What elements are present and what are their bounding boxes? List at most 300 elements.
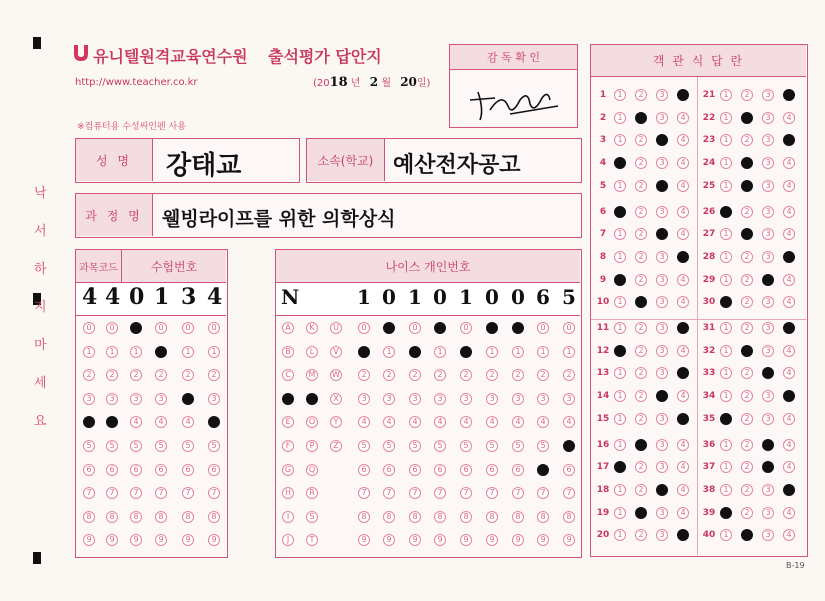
bubble: 4	[358, 416, 370, 428]
bubble: 8	[460, 511, 472, 523]
bubble: 1	[208, 346, 220, 358]
bubble: 2	[512, 369, 524, 381]
answer-bubble: 2	[635, 180, 647, 192]
answer-bubble: 2	[741, 206, 753, 218]
answer-bubble: 2	[635, 274, 647, 286]
bubble: 5	[460, 440, 472, 452]
date-month: 2	[369, 75, 379, 89]
answer-bubble: 1	[614, 529, 626, 541]
exam-digit: 4	[105, 284, 121, 310]
bubble: 8	[537, 511, 549, 523]
bubble: E	[282, 416, 294, 428]
answer-bubble: 1	[614, 228, 626, 240]
answer-bubble: 3	[656, 461, 668, 473]
bubble: 9	[460, 534, 472, 546]
bubble: 0	[106, 322, 118, 334]
course-field	[75, 193, 582, 238]
bubble: M	[306, 369, 318, 381]
bubble: L	[306, 346, 318, 358]
answer-bubble: 3	[762, 529, 774, 541]
supervisor-signature	[450, 70, 577, 127]
bubble: 2	[383, 369, 395, 381]
bubble: 3	[512, 393, 524, 405]
exam-number-label: 수험번호	[150, 260, 198, 274]
answer-bubble: 4	[677, 529, 689, 541]
answer-bubble: 4	[783, 274, 795, 286]
sheet-title: 출석평가 답안지	[268, 47, 382, 66]
name-value: 강태교	[166, 151, 242, 181]
bubble: 1	[155, 346, 167, 358]
question-number: 34	[702, 391, 716, 402]
neis-char: N	[281, 285, 300, 309]
answer-bubble: 2	[635, 529, 647, 541]
answer-bubble: 1	[614, 112, 626, 124]
question-number: 23	[702, 135, 716, 146]
bubble: 8	[155, 511, 167, 523]
bubble: 7	[182, 487, 194, 499]
answer-bubble: 3	[762, 345, 774, 357]
question-number: 39	[702, 507, 716, 518]
question-number: 14	[596, 391, 610, 402]
answer-bubble: 4	[677, 322, 689, 334]
date-year-label: 년	[350, 78, 361, 89]
date-day: 20	[400, 75, 417, 89]
bubble: 2	[182, 369, 194, 381]
answer-bubble: 3	[656, 251, 668, 263]
answer-bubble: 1	[614, 507, 626, 519]
question-number: 33	[702, 368, 716, 379]
bubble: 4	[106, 416, 118, 428]
answer-bubble: 2	[635, 228, 647, 240]
bubble: 3	[208, 393, 220, 405]
exam-number-writein	[76, 283, 226, 316]
bubble: 4	[383, 416, 395, 428]
bubble: 4	[563, 416, 575, 428]
bubble: 9	[512, 534, 524, 546]
answer-bubble: 4	[783, 206, 795, 218]
bubble: 0	[130, 322, 142, 334]
answer-bubble: 2	[635, 206, 647, 218]
answer-bubble: 2	[741, 112, 753, 124]
bubble: 5	[409, 440, 421, 452]
bubble: J	[282, 534, 294, 546]
answer-bubble: 2	[635, 484, 647, 496]
bubble: 0	[434, 322, 446, 334]
bubble: 4	[486, 416, 498, 428]
bubble: 8	[383, 511, 395, 523]
bubble: 0	[155, 322, 167, 334]
question-number: 8	[599, 251, 607, 262]
bubble: 6	[83, 464, 95, 476]
answer-bubble: 3	[762, 89, 774, 101]
affiliation-value: 예산전자공고	[393, 152, 521, 178]
bubble: 5	[155, 440, 167, 452]
bubble: 0	[460, 322, 472, 334]
bubble: 2	[486, 369, 498, 381]
bubble: 1	[409, 346, 421, 358]
url-text: http://www.teacher.co.kr	[75, 77, 198, 88]
answer-bubble: 1	[614, 134, 626, 146]
answer-bubble: 1	[720, 484, 732, 496]
answer-bubble: 2	[635, 322, 647, 334]
answer-bubble: 4	[677, 89, 689, 101]
bubble: 5	[358, 440, 370, 452]
answer-bubble: 1	[614, 206, 626, 218]
bubble: 0	[512, 322, 524, 334]
question-number: 2	[599, 112, 607, 123]
answer-bubble: 1	[614, 439, 626, 451]
bubble: 2	[155, 369, 167, 381]
answer-bubble: 2	[741, 507, 753, 519]
answer-bubble: 3	[656, 228, 668, 240]
exam-digit: 3	[181, 284, 197, 310]
bubble: 7	[537, 487, 549, 499]
answer-bubble: 2	[741, 251, 753, 263]
bubble: 6	[130, 464, 142, 476]
bubble: 4	[537, 416, 549, 428]
bubble: 4	[130, 416, 142, 428]
answer-bubble: 4	[677, 228, 689, 240]
bubble: 1	[486, 346, 498, 358]
bubble: 0	[537, 322, 549, 334]
question-number: 36	[702, 439, 716, 450]
question-number: 24	[702, 158, 716, 169]
answer-bubble: 1	[720, 345, 732, 357]
date-year: 18	[329, 75, 348, 90]
answer-bubble: 2	[741, 390, 753, 402]
answer-bubble: 1	[720, 251, 732, 263]
answer-bubble: 4	[783, 157, 795, 169]
bubble: 9	[434, 534, 446, 546]
answer-bubble: 2	[741, 529, 753, 541]
neis-writein	[276, 283, 580, 316]
answer-bubble: 4	[783, 180, 795, 192]
bubble: 2	[409, 369, 421, 381]
bubble: 8	[130, 511, 142, 523]
answer-bubble: 3	[762, 134, 774, 146]
course-code-label: 과목코드	[76, 250, 122, 283]
answer-bubble: 3	[762, 439, 774, 451]
question-number: 7	[599, 229, 607, 240]
answer-bubble: 4	[783, 529, 795, 541]
answer-bubble: 4	[677, 296, 689, 308]
bubble: 6	[537, 464, 549, 476]
date-line	[313, 74, 430, 90]
bubble: 7	[130, 487, 142, 499]
answer-bubble: 3	[656, 507, 668, 519]
bubble: 0	[182, 322, 194, 334]
bubble: 0	[409, 322, 421, 334]
question-number: 16	[596, 439, 610, 450]
logo-text: 유니텔원격교육연수원	[93, 47, 248, 66]
bubble: 2	[130, 369, 142, 381]
bubble: 0	[563, 322, 575, 334]
bubble: 1	[182, 346, 194, 358]
answer-bubble: 1	[720, 439, 732, 451]
bubble: 1	[106, 346, 118, 358]
bubble: 6	[106, 464, 118, 476]
timing-mark	[33, 37, 41, 49]
question-number: 27	[702, 229, 716, 240]
question-number: 18	[596, 484, 610, 495]
answer-bubble: 1	[614, 461, 626, 473]
answer-bubble: 2	[741, 228, 753, 240]
bubble: F	[282, 440, 294, 452]
bubble: 6	[208, 464, 220, 476]
question-number: 19	[596, 507, 610, 518]
question-number: 31	[702, 323, 716, 333]
bubble: 4	[434, 416, 446, 428]
bubble: 5	[83, 440, 95, 452]
bubble: 7	[486, 487, 498, 499]
bubble: 1	[358, 346, 370, 358]
bubble: A	[282, 322, 294, 334]
answer-bubble: 2	[741, 461, 753, 473]
question-number: 5	[599, 180, 607, 191]
bubble: P	[306, 440, 318, 452]
form-code: B-19	[786, 561, 805, 570]
bubble: 6	[563, 464, 575, 476]
question-number: 26	[702, 206, 716, 217]
answer-bubble: 4	[783, 228, 795, 240]
answer-bubble: 3	[656, 322, 668, 334]
bubble: 2	[460, 369, 472, 381]
answer-bubble: 1	[720, 157, 732, 169]
question-number: 1	[599, 90, 607, 100]
answer-bubble: 2	[741, 89, 753, 101]
answer-bubble: 1	[614, 157, 626, 169]
side-char: 요	[34, 414, 47, 429]
bubble: 3	[537, 393, 549, 405]
answer-bubble: 1	[720, 274, 732, 286]
answer-bubble: 3	[762, 112, 774, 124]
answer-bubble: 2	[635, 367, 647, 379]
answer-bubble: 3	[656, 484, 668, 496]
answer-bubble: 3	[656, 157, 668, 169]
bubble: 8	[182, 511, 194, 523]
bubble: 7	[155, 487, 167, 499]
answer-bubble: 4	[783, 484, 795, 496]
bubble: 9	[409, 534, 421, 546]
bubble: 8	[486, 511, 498, 523]
answer-bubble: 3	[762, 484, 774, 496]
bubble: 5	[383, 440, 395, 452]
answer-bubble: 4	[677, 206, 689, 218]
bubble: 7	[383, 487, 395, 499]
answer-bubble: 4	[677, 134, 689, 146]
answer-bubble: 1	[614, 251, 626, 263]
answer-bubble: 3	[762, 296, 774, 308]
question-number: 12	[596, 345, 610, 356]
bubble: 3	[460, 393, 472, 405]
neis-char: 0	[485, 285, 499, 309]
bubble: B	[282, 346, 294, 358]
answer-bubble: 3	[656, 134, 668, 146]
bubble: 8	[563, 511, 575, 523]
answer-bubble: 4	[677, 413, 689, 425]
bubble: 5	[130, 440, 142, 452]
bubble: 9	[358, 534, 370, 546]
answer-bubble: 1	[720, 529, 732, 541]
bubble: 1	[434, 346, 446, 358]
bubble: 4	[460, 416, 472, 428]
answer-bubble: 3	[656, 206, 668, 218]
question-number: 11	[596, 323, 610, 333]
answer-bubble: 2	[741, 484, 753, 496]
exam-digit: 4	[207, 284, 223, 310]
bubble: 5	[486, 440, 498, 452]
answer-bubble: 2	[741, 157, 753, 169]
answer-bubble: 4	[677, 112, 689, 124]
supervisor-box	[449, 44, 578, 128]
bubble: 7	[434, 487, 446, 499]
exam-digit: 0	[129, 284, 145, 310]
bubble: 6	[434, 464, 446, 476]
bubble: G	[282, 464, 294, 476]
neis-char: 6	[536, 285, 550, 309]
answer-bubble: 3	[762, 390, 774, 402]
question-number: 25	[702, 180, 716, 191]
answer-bubble: 2	[635, 507, 647, 519]
question-number: 35	[702, 413, 716, 424]
answer-bubble: 4	[783, 439, 795, 451]
exam-digit: 1	[154, 284, 170, 310]
question-number: 29	[702, 274, 716, 285]
bubble: 3	[106, 393, 118, 405]
bubble: 6	[182, 464, 194, 476]
answer-bubble: 4	[783, 322, 795, 334]
bubble: Z	[330, 440, 342, 452]
bubble: 2	[434, 369, 446, 381]
bubble: 4	[409, 416, 421, 428]
bubble: 4	[512, 416, 524, 428]
course-label: 과 정 명	[76, 194, 153, 236]
answer-bubble: 2	[635, 251, 647, 263]
bubble: 4	[182, 416, 194, 428]
bubble: 7	[563, 487, 575, 499]
answer-bubble: 2	[741, 134, 753, 146]
answer-bubble: 1	[720, 390, 732, 402]
bubble: 6	[409, 464, 421, 476]
bubble: 7	[512, 487, 524, 499]
bubble: 3	[563, 393, 575, 405]
answer-bubble: 4	[677, 367, 689, 379]
bubble: 9	[563, 534, 575, 546]
answer-bubble: 2	[635, 413, 647, 425]
answer-bubble: 4	[783, 345, 795, 357]
bubble: 2	[208, 369, 220, 381]
answer-bubble: 3	[762, 157, 774, 169]
bubble: 1	[83, 346, 95, 358]
bubble: Q	[306, 464, 318, 476]
date-day-label: 일)	[416, 78, 431, 89]
bubble: R	[306, 487, 318, 499]
answer-bubble: 3	[656, 367, 668, 379]
bubble: N	[306, 393, 318, 405]
bubble: 8	[512, 511, 524, 523]
side-char: 하	[34, 262, 47, 277]
neis-char: 1	[408, 285, 422, 309]
bubble: 9	[383, 534, 395, 546]
answer-bubble: 1	[720, 296, 732, 308]
answer-bubble: 1	[614, 180, 626, 192]
name-label: 성 명	[76, 139, 153, 181]
bubble: 6	[512, 464, 524, 476]
answer-bubble: 2	[635, 390, 647, 402]
answer-bubble: 1	[614, 345, 626, 357]
bubble: 7	[83, 487, 95, 499]
bubble: 6	[460, 464, 472, 476]
neis-char: 1	[357, 285, 371, 309]
date-prefix: (20	[313, 78, 330, 89]
answer-bubble: 4	[677, 251, 689, 263]
bubble: 9	[208, 534, 220, 546]
answer-bubble: 4	[783, 413, 795, 425]
bubble: 1	[537, 346, 549, 358]
bubble: 3	[383, 393, 395, 405]
bubble: 5	[537, 440, 549, 452]
neis-char: 5	[562, 285, 576, 309]
bubble: 1	[512, 346, 524, 358]
question-number: 15	[596, 413, 610, 424]
side-char: 서	[34, 224, 47, 239]
bubble: 6	[155, 464, 167, 476]
bubble: 9	[182, 534, 194, 546]
question-number: 30	[702, 297, 716, 308]
answer-bubble: 3	[656, 413, 668, 425]
bubble: 5	[208, 440, 220, 452]
question-number: 13	[596, 368, 610, 379]
bubble: 0	[208, 322, 220, 334]
neis-char: 0	[382, 285, 396, 309]
side-char: 세	[34, 376, 47, 391]
answer-bubble: 4	[783, 390, 795, 402]
answer-bubble: 2	[635, 112, 647, 124]
bubble: 2	[83, 369, 95, 381]
bubble: 5	[106, 440, 118, 452]
bubble: 8	[434, 511, 446, 523]
bubble: 8	[208, 511, 220, 523]
bubble: 3	[155, 393, 167, 405]
answer-bubble: 1	[720, 228, 732, 240]
bubble: D	[282, 393, 294, 405]
answer-bubble: 4	[783, 461, 795, 473]
timing-mark	[33, 552, 41, 564]
bubble: 4	[155, 416, 167, 428]
bubble: 0	[358, 322, 370, 334]
answer-bubble: 3	[762, 206, 774, 218]
question-number: 21	[702, 90, 716, 100]
bubble: 6	[358, 464, 370, 476]
answer-bubble: 2	[635, 134, 647, 146]
answer-bubble: 1	[614, 274, 626, 286]
answer-bubble: 4	[677, 180, 689, 192]
answer-bubble: 3	[762, 461, 774, 473]
question-number: 10	[596, 297, 610, 308]
bubble: 6	[383, 464, 395, 476]
question-number: 3	[599, 135, 607, 146]
row-divider	[591, 319, 806, 320]
question-number: 40	[702, 530, 716, 541]
exam-number-section	[75, 249, 228, 558]
bubble: H	[282, 487, 294, 499]
answer-bubble: 1	[720, 413, 732, 425]
answer-bubble: 4	[783, 134, 795, 146]
bubble: 0	[83, 322, 95, 334]
bubble: K	[306, 322, 318, 334]
answer-bubble: 1	[720, 461, 732, 473]
answer-bubble: 3	[656, 390, 668, 402]
